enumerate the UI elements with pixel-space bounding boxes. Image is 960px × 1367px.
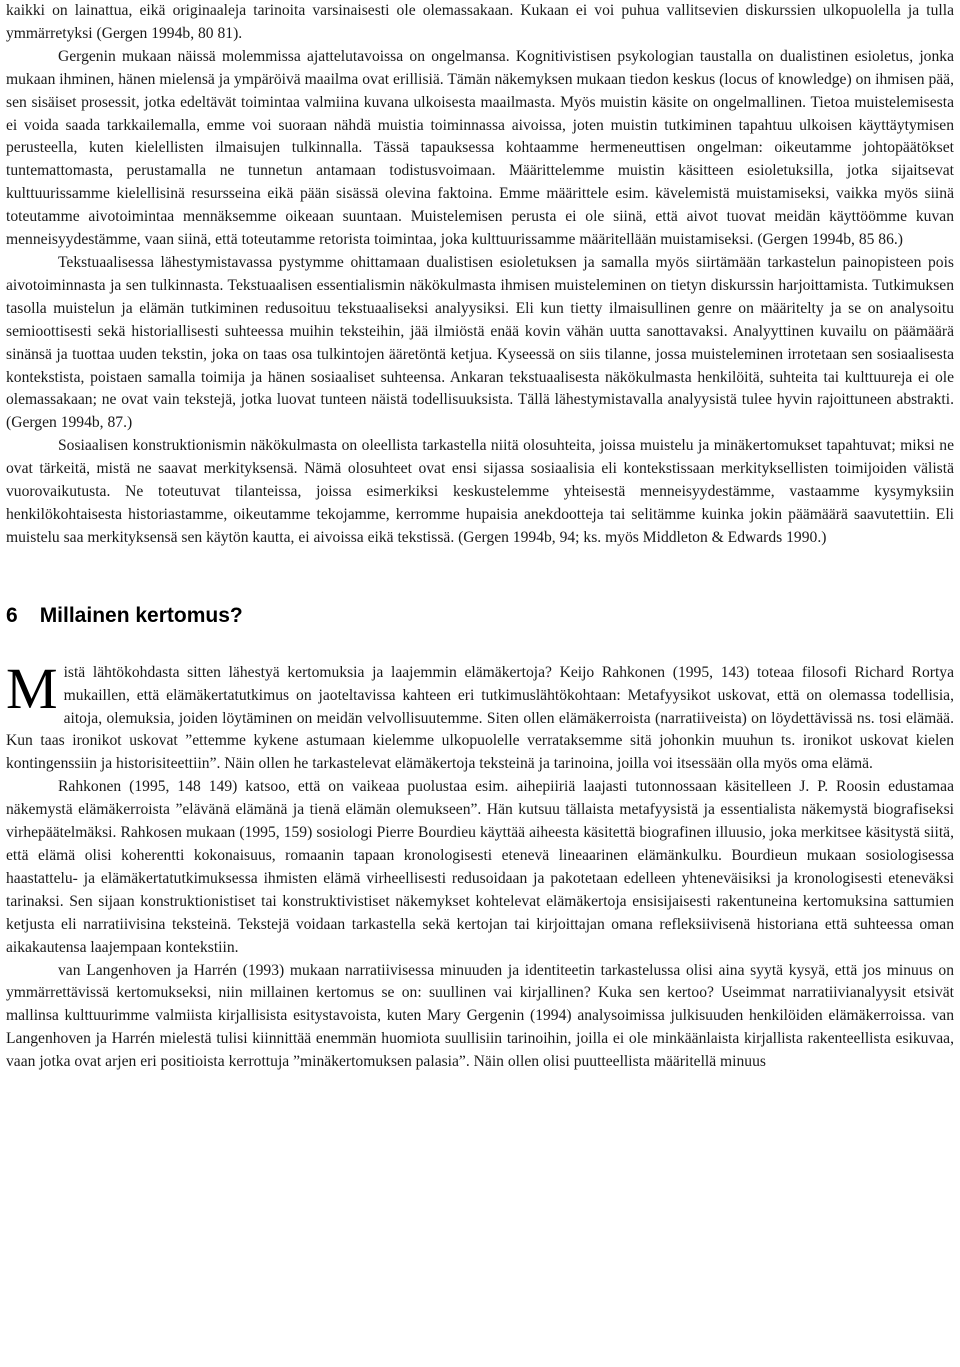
section-title: Millainen kertomus? — [39, 603, 243, 627]
document-page — [6, 0, 954, 1074]
paragraph-section-intro-text: istä lähtökohdasta sitten lähestyä kertomuksia ja laajemmin elämäkertoja? Keijo Rahkonen (1995, 143) toteaa filosofi Richard Rortya mukaillen, että elämäkertatutkimus on jaoteltavissa kahteen eri tutkimuslähtökohtaan: Metafyysikot uskovat, että on olemassa todellisia, aitoja, olemuksia, joiden löytäminen on meidän velvollisuutemme. Siten ollen elämäkerroista (narratiiveista) on löydettävissä ns. tosi elämää. Kun taas ironikot uskovat ”ettemme kykene astumaan kielemme ulkopuolelle verrataksemme sitä johonkin muuhun ts. ironikot uskovat kielen kontingenssiin ja historisiteettiin”. Näin ollen he tarkastelevat elämäkertoja teksteinä ja tarinoina, joilla voi itsessään olla myös oma elämä. — [6, 663, 954, 773]
paragraph-van-langenhoven: van Langenhoven ja Harrén (1993) mukaan narratiivisessa minuuden ja identiteetin tarkastelussa olisi aina syytä kysyä, että jos minuus on ymmärrettävissä kertomukseksi, niin millainen kertomus se on: suullinen vai kirjallinen? Kuka sen kertoo? Useimmat narratiivianalyysit etsivät mallinsa kulttuurimme valmiista kirjallisista esitystavoista, kuten Mary Gergenin (1994) analysoimissa julkisuuden henkilöiden elämäkerroissa. van Langenhoven ja Harrén mielestä tulisi kiinnittää enemmän huomiota suullisiin tarinoihin, joilla ei ole minkäänlaista kirjallista rakenteellista esikuvaa, vaan jotka ovat arjen eri positioista kerrottuja ”minäkertomuksen palasia”. Näin ollen olisi puutteellista määritellä minuus — [6, 961, 954, 1071]
paragraph-social-constructionism: Sosiaalisen konstruktionismin näkökulmasta on oleellista tarkastella niitä olosuhteita, joissa muistelu ja minäkertomukset tapahtuvat; miksi ne ovat tärkeitä, mistä ne saavat merkityksensä. Nämä olosuhteet ovat ensi sijassa sosiaalisia eli kontekstissaan merkityksellisten toimijoiden välistä vuorovaikutusta. Ne toteutuvat tilanteissa, joissa esimerkiksi keskustelemme yhteisestä menneisyydestämme, vastaamme kysymyksiin henkilökohtaisesta historiastamme, oikeutamme tekojamme, kerromme hupaisia anekdootteja tai selitämme kuinka jokin päämäärä saavutettiin. Eli muistelu saa merkityksensä sen käytön kautta, ei aivoissa eikä tekstissä. (Gergen 1994b, 94; ks. myös Middleton & Edwards 1990.) — [6, 437, 954, 546]
section-number: 6 — [6, 603, 18, 627]
paragraph-section-intro — [6, 655, 954, 777]
paragraph-rahkonen: Rahkonen (1995, 148 149) katsoo, että on vaikeaa puolustaa esim. aihepiiriä laajasti tutonnossaan käsitelleen J. P. Roosin edustamaa näkemystä elämäkerroista ”elävänä elämänä ja tienä elämän olemukseen”. Hän kutsuu tällaista metafyysistä ja essentialista näkemystä biografiseksi virhepäätelmäksi. Rahkosen mukaan (1995, 159) sosiologi Pierre Bourdieu käyttää aiheesta käsitettä biografinen illuusio, joka merkitsee käsitystä siitä, että elämä olisi koherentti kokonaisuus, romaanin tapaan kronologisesti etenevä lineaarinen elämänkulku. Bourdieun mukaan sosiologisessa haastattelu- ja elämäkertatutkimuksessa ihmisten elämä virheellisesti redusoidaan ja pakotetaan edelleen yhteneväisiksi ja kronologisesti eteneväksi tarinaksi. Sen sijaan konstruktionistiset tai konstruktivistiset näkemykset kohtelevat elämäkertoja ensisijaisesti rakentuneina kertomuksina sattumien ketjusta eli narratiivisina teksteinä. Tekstejä voidaan tarkastella sekä kertojan tai kirjoittajan omana refleksiivisenä historiana että suhteessa oman aikakautensa laajempaan kontekstiin. — [6, 778, 954, 956]
section-heading — [6, 602, 954, 662]
paragraph-textual-approach: Tekstuaalisessa lähestymistavassa pystymme ohittamaan dualistisen esioletuksen ja samalla myös siirtämään tarkastelun painopisteen pois aivotoiminnasta ja sen tulkinnasta. Tekstuaalisen essentialismin näkökulmasta ihmisen muisteleminen on tietyn diskurssin harjoittamista. Tutkimuksen tasolla muistelun ja elämän tutkiminen redusoituu tekstuaaliseksi analyysiksi. Eli kun tietty ilmaisullinen genre on määritelty ja se on analysoitu semioottisesti sekä historiallisesti suhteessa muihin teksteihin, jää ilmiöstä enää kovin vähän uutta sanottavaksi. Analyyttinen kuvailu on päämäärä sinänsä ja tuottaa uuden tekstin, joka on taas osa tulkintojen ääretöntä ketjua. Kyseessä on siis tilanne, jossa muisteleminen irrotetaan sen sosiaalisesta kontekstista, poistaen samalla toimija ja hänen sosiaaliset suhteensa. Ankaran tekstuaalisesta näkökulmasta henkilöitä, suhteita tai kulttuureja ei ole olemassakaan; ne ovat vain tekstejä, jotka luovat tunteen näistä todellisuuksista. Tällä lähestymistavalla analyysistä tulee hyvin rajoittuneen abstrakti. (Gergen 1994b, 87.) — [6, 253, 954, 432]
paragraph-gergen-critique: Gergenin mukaan näissä molemmissa ajattelutavoissa on ongelmansa. Kognitivistisen psykologian taustalla on dualistinen esioletus, jonka mukaan ihminen, hänen mielensä ja ympäröivä maailma ovat erillisiä. Tämän näkemyksen mukaan tiedon keskus (locus of knowledge) on ihmisen pää, sen sisäiset prosessit, jotka edeltävät toimintaa valmiina kuvana ulkoisesta maailmasta. Myös muistin käsite on ongelmallinen. Tietoa muistelemisesta ei voida saada tarkkailemalla, emme voi suoraan nähdä muistia toiminnassa aivoissa, joten muistin tutkiminen tapahtuu ulkoisen käyttäytymisen perusteella, kuten kielellisten ilmaisujen tulkinnalla. Tässä tapauksessa kohtaamme hermeneuttisen ongelman: oikeutamme johtopäätökset tuntemattomasta, perustamalla ne tunnetun antamaan todistusvoimaan. Määrittelemme muistin käsitteen esioletuksilla, jotka sijaitsevat kulttuurissamme kielellisinä resursseina eikä pään sisässä olevina faktoina. Emme määrittele esim. kävelemistä muistamiseksi, vaikka myös siinä toteutamme aivotoimintaa mennäksemme oikeaan suuntaan. Muistelemisen perusta ei ole siinä, että aivot tuovat meidän käyttöömme kuvan menneisyydestämme, vaan siinä, että toteutamme retorista toimintaa, joka kulttuurissamme määritellään muistamiseksi. (Gergen 1994b, 85 86.) — [6, 47, 954, 249]
paragraph-continuation: kaikki on lainattua, eikä originaaleja tarinoita varsinaisesti ole olemassakaan. Kukaan ei voi puhua vallitsevien diskurssien ulkopuolella ja tulla ymmärretyksi (Gergen 1994b, 80 81). — [6, 2, 954, 42]
drop-cap-letter: M — [6, 655, 58, 721]
